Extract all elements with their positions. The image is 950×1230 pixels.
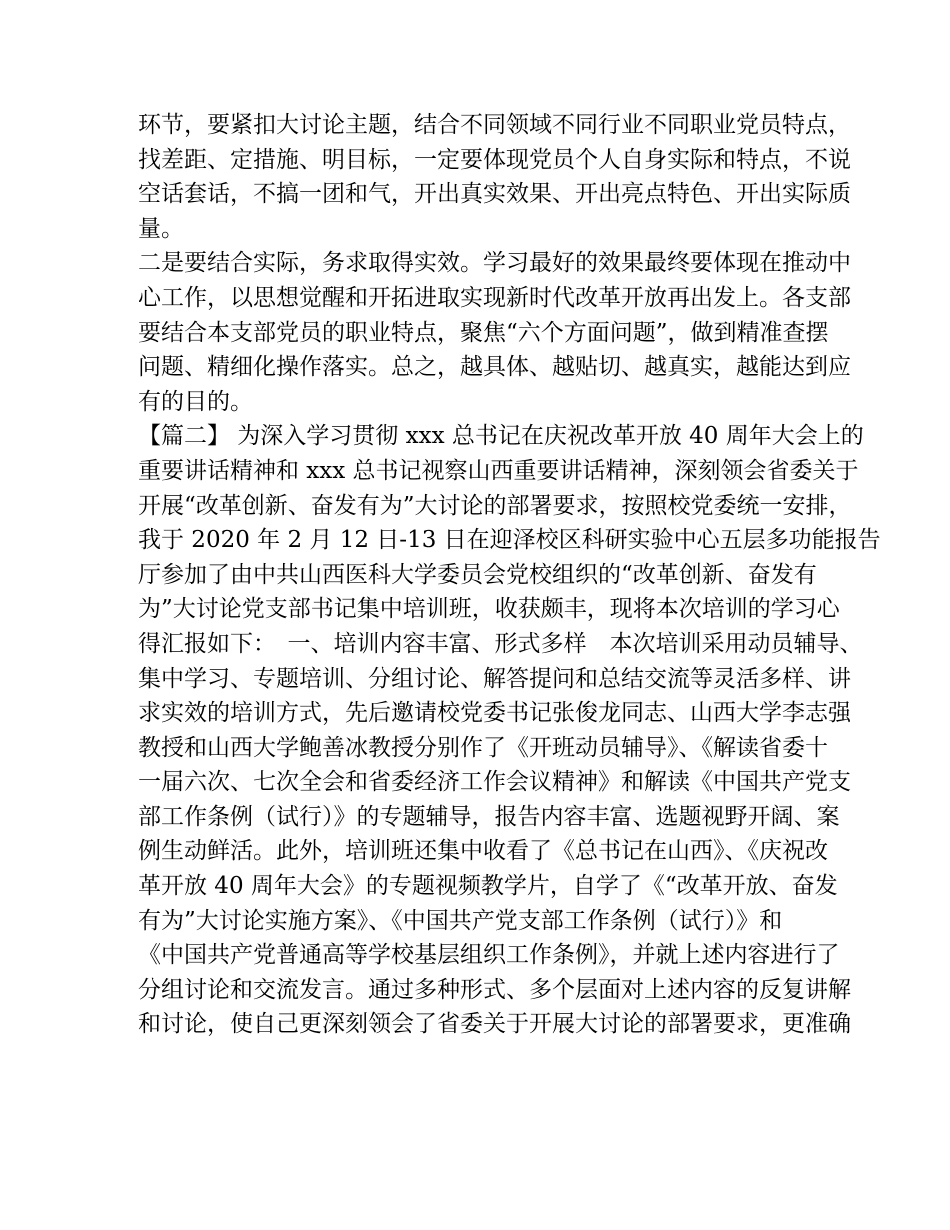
text-line: 重要讲话精神和 xxx 总书记视察山西重要讲话精神，深刻领会省委关于	[138, 457, 859, 484]
text-line: 例生动鲜活。此外，培训班还集中收看了《总书记在山西》、《庆祝改	[138, 838, 828, 865]
text-line: 为”大讨论党支部书记集中培训班，收获颇丰，现将本次培训的学习心	[138, 596, 840, 623]
text-line: 环节，要紧扣大讨论主题，结合不同领域不同行业不同职业党员特点，	[138, 112, 851, 138]
text-line: 心工作，以思想觉醒和开拓进取实现新时代改革开放再出发上。各支部	[138, 284, 851, 311]
text-line: 量。	[138, 215, 184, 242]
text-line: 问题、精细化操作落实。总之，越具体、越贴切、越真实，越能达到应	[138, 354, 851, 381]
text-line: 教授和山西大学鲍善冰教授分别作了《开班动员辅导》、《解读省委十	[138, 734, 828, 761]
text-line: 和讨论，使自己更深刻领会了省委关于开展大讨论的部署要求，更准确	[138, 1011, 851, 1038]
text-line: 革开放 40 周年大会》的专题视频教学片，自学了《“改革开放、奋发	[138, 873, 838, 900]
document-body	[138, 108, 881, 1042]
text-line: 二是要结合实际，务求取得实效。学习最好的效果最终要体现在推动中	[138, 250, 851, 277]
text-line: 集中学习、专题培训、分组讨论、解答提问和总结交流等灵活多样、讲	[138, 665, 851, 692]
text-line: 空话套话，不搞一团和气，开出真实效果、开出亮点特色、开出实际质	[138, 181, 851, 208]
text-line: 部工作条例（试行）》的专题辅导，报告内容丰富、选题视野开阔、案	[138, 803, 840, 830]
text-line: 分组讨论和交流发言。通过多种形式、多个层面对上述内容的反复讲解	[138, 976, 851, 1003]
text-line: 得汇报如下： 一、培训内容丰富、形式多样 本次培训采用动员辅导、	[138, 630, 863, 657]
text-line: 我于 2020 年 2 月 12 日-13 日在迎泽校区科研实验中心五层多功能报告	[138, 527, 881, 554]
text-line: 找差距、定措施、明目标，一定要体现党员个人自身实际和特点，不说	[138, 146, 851, 173]
text-line: 开展“改革创新、奋发有为”大讨论的部署要求，按照校党委统一安排，	[138, 492, 852, 519]
text-line: 《中国共产党普通高等学校基层组织工作条例》，并就上述内容进行了	[138, 942, 840, 969]
text-line: 一届六次、七次全会和省委经济工作会议精神》和解读《中国共产党支	[138, 769, 851, 796]
text-line: 要结合本支部党员的职业特点，聚焦“六个方面问题”，做到精准查摆	[138, 319, 829, 346]
text-line: 厅参加了由中共山西医科大学委员会党校组织的“改革创新、奋发有	[138, 561, 817, 588]
text-line: 有的目的。	[138, 388, 253, 415]
text-line: 有为”大讨论实施方案》、《中国共产党支部工作条例（试行）》和	[138, 907, 783, 934]
text-line: 求实效的培训方式，先后邀请校党委书记张俊龙同志、山西大学李志强	[138, 700, 851, 727]
text-line: 【篇二】 为深入学习贯彻 xxx 总书记在庆祝改革开放 40 周年大会上的	[138, 423, 864, 450]
